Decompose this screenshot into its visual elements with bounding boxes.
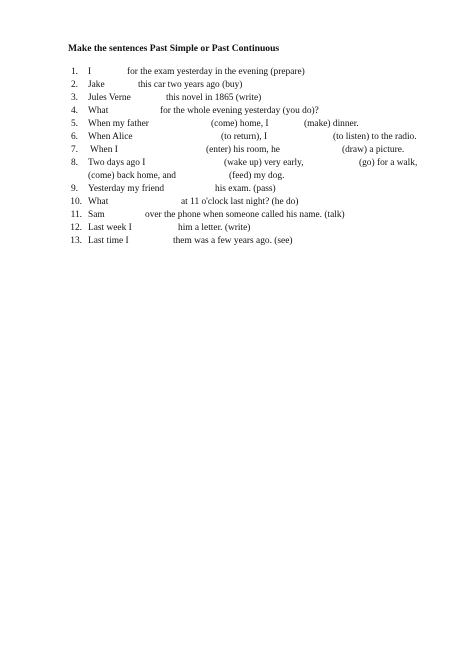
sentence-part: (enter) his room, he: [206, 145, 280, 155]
sentence-part: When my father: [88, 119, 149, 129]
sentence-part: him a letter. (write): [178, 223, 251, 233]
item-number: 1.: [70, 67, 78, 77]
sentence-part: (make) dinner.: [304, 119, 359, 129]
sentence-part: What: [88, 106, 109, 116]
exercise-item-1: [0, 66, 474, 78]
sentence-part: Jules Verne: [88, 93, 131, 103]
exercise-item-4: [0, 105, 474, 117]
item-number: 3.: [70, 93, 78, 103]
item-number: 7.: [70, 145, 78, 155]
sentence-part: this car two years ago (buy): [138, 80, 243, 90]
sentence-part: (go) for a walk,: [359, 158, 418, 168]
sentence-part: Last week I: [88, 223, 132, 233]
sentence-part: (to listen) to the radio.: [333, 132, 417, 142]
sentence-part: (draw) a picture.: [342, 145, 405, 155]
sentence-part: Jake: [88, 80, 105, 90]
sentence-part: Last time I: [88, 236, 129, 246]
sentence-part: What: [88, 197, 109, 207]
exercise-item-6: [0, 131, 474, 143]
sentence-part: (come) back home, and: [88, 171, 176, 181]
sentence-part: I: [88, 67, 92, 77]
sentence-part: this novel in 1865 (write): [166, 93, 262, 103]
sentence-part: his exam. (pass): [215, 184, 276, 194]
sentence-part: (feed) my dog.: [229, 171, 285, 181]
item-number: 5.: [70, 119, 78, 129]
sentence-part: (come) home, I: [211, 119, 269, 129]
exercise-item-2: [0, 79, 474, 91]
exercise-item-10: [0, 196, 474, 208]
sentence-part: at 11 o'clock last night? (he do): [181, 197, 299, 207]
item-number: 8.: [70, 158, 78, 168]
sentence-part: (to return), I: [221, 132, 268, 142]
item-number: 2.: [70, 80, 78, 90]
exercise-item-7: [0, 144, 474, 156]
sentence-part: for the whole evening yesterday (you do)?: [160, 106, 319, 116]
exercise-item-8-continued: [0, 170, 474, 182]
exercise-item-13: [0, 235, 474, 247]
sentence-part: (wake up) very early,: [224, 158, 304, 168]
exercise-item-12: [0, 222, 474, 234]
sentence-part: Two days ago I: [88, 158, 146, 168]
sentence-part: Yesterday my friend: [88, 184, 165, 194]
item-number: 4.: [70, 106, 78, 116]
item-number: 6.: [70, 132, 78, 142]
exercise-item-9: [0, 183, 474, 195]
sentence-part: When Alice: [88, 132, 133, 142]
worksheet-title: Make the sentences Past Simple or Past Continuous: [68, 43, 280, 54]
exercise-item-5: [0, 118, 474, 130]
item-number: 13.: [70, 236, 82, 246]
exercise-item-11: [0, 209, 474, 221]
sentence-part: them was a few years ago. (see): [173, 236, 293, 246]
sentence-part: When I: [90, 145, 118, 155]
item-number: 9.: [70, 184, 78, 194]
sentence-part: Sam: [88, 210, 105, 220]
item-number: 12.: [70, 223, 82, 233]
sentence-part: for the exam yesterday in the evening (prepare): [127, 67, 305, 77]
sentence-part: over the phone when someone called his name. (talk): [145, 210, 345, 220]
item-number: 10.: [70, 197, 82, 207]
exercise-item-3: [0, 92, 474, 104]
item-number: 11.: [70, 210, 82, 220]
exercise-item-8: [0, 157, 474, 169]
